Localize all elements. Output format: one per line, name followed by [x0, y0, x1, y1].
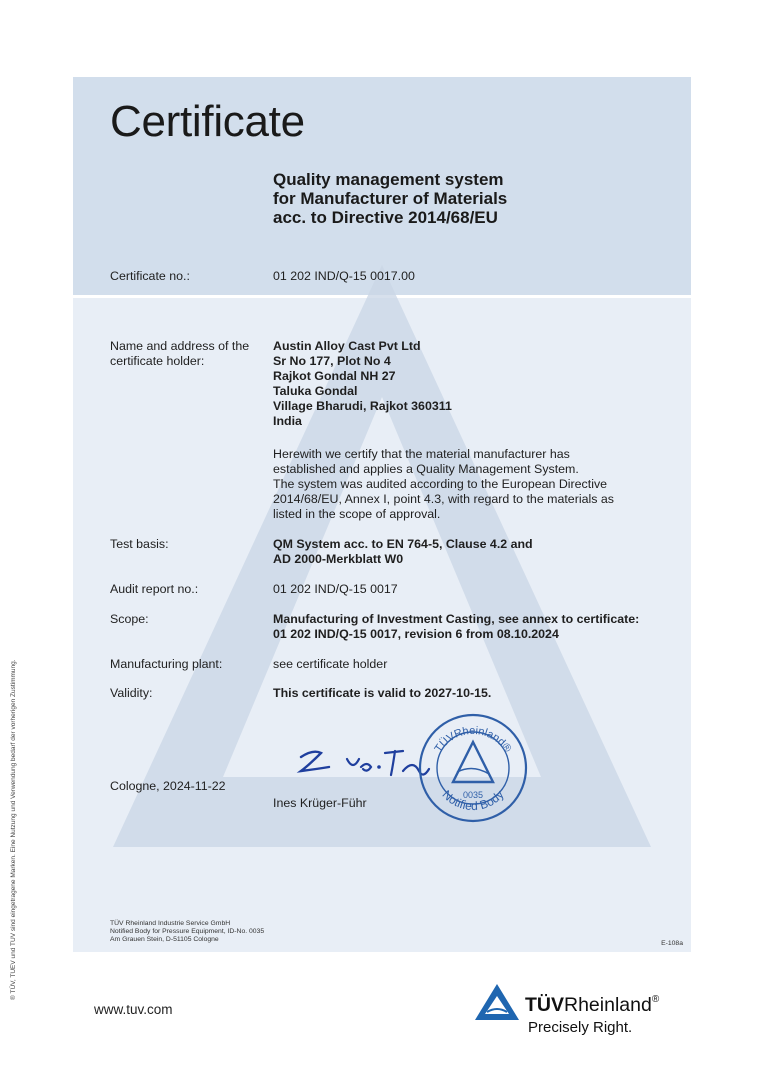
statement-line: Herewith we certify that the material manufacturer has: [273, 447, 570, 461]
scope-line: Manufacturing of Investment Casting, see annex to certificate:: [273, 612, 640, 626]
statement-line: 2014/68/EU, Annex I, point 4.3, with regard to the materials as: [273, 492, 614, 506]
issuer-line: TÜV Rheinland Industrie Service GmbH: [110, 920, 231, 927]
test-basis-line: AD 2000-Merkblatt W0: [273, 552, 404, 566]
cert-no-label: Certificate no.:: [110, 269, 190, 283]
validity-value: This certificate is valid to 2027-10-15.: [273, 686, 492, 700]
signatory-name: Ines Krüger-Führ: [273, 796, 367, 810]
subtitle-line: acc. to Directive 2014/68/EU: [273, 208, 498, 227]
holder-label: [110, 339, 249, 369]
certificate-subtitle: [273, 170, 507, 227]
audit-report-value: 01 202 IND/Q-15 0017: [273, 582, 398, 596]
address-line: Rajkot Gondal NH 27: [273, 369, 396, 383]
address-line: Taluka Gondal: [273, 384, 358, 398]
cert-no-value: 01 202 IND/Q-15 0017.00: [273, 269, 415, 283]
brand-name-bold: TÜV: [525, 994, 564, 1016]
statement-line: established and applies a Quality Management System.: [273, 462, 579, 476]
certification-statement: [273, 447, 614, 522]
issuer-line: Notified Body for Pressure Equipment, ID-No. 0035: [110, 928, 265, 935]
address-line: Village Bharudi, Rajkot 360311: [273, 399, 452, 413]
validity-label: Validity:: [110, 686, 153, 700]
issuer-line: Am Grauen Stein, D-51105 Cologne: [110, 936, 219, 943]
address-line: Sr No 177, Plot No 4: [273, 354, 391, 368]
tuv-rheinland-logo: [473, 982, 660, 1036]
holder-name: Austin Alloy Cast Pvt Ltd: [273, 339, 421, 353]
audit-report-label: Audit report no.:: [110, 582, 199, 596]
form-reference: E-108a: [661, 940, 683, 947]
holder-label-line: Name and address of the: [110, 339, 250, 353]
scope-line: 01 202 IND/Q-15 0017, revision 6 from 08.10.2024: [273, 627, 559, 641]
plant-value: see certificate holder: [273, 657, 388, 671]
holder-address: [273, 339, 452, 429]
holder-label-line: certificate holder:: [110, 354, 205, 368]
notified-body-stamp-icon: [417, 712, 529, 824]
stamp-bottom-text: Notified Body: [439, 787, 507, 814]
certificate-sheet: [73, 77, 691, 952]
brand-registered-mark: ®: [651, 994, 660, 1005]
statement-line: listed in the scope of approval.: [273, 507, 441, 521]
signature-icon: [295, 739, 435, 789]
website-link[interactable]: www.tuv.com: [94, 1002, 173, 1017]
test-basis-value: [273, 537, 533, 567]
statement-line: The system was audited according to the European Directive: [273, 477, 608, 491]
brand-name: [525, 994, 659, 1017]
test-basis-label: Test basis:: [110, 537, 169, 551]
brand-name-rest: Rheinland: [564, 994, 652, 1016]
tuv-triangle-icon: [473, 982, 521, 1022]
plant-label: Manufacturing plant:: [110, 657, 223, 671]
brand-slogan: Precisely Right.: [528, 1019, 633, 1036]
stamp-number: 0035: [462, 790, 484, 800]
subtitle-line: Quality management system: [273, 170, 504, 189]
address-country: India: [273, 414, 302, 428]
stamp-top-text: TÜVRheinland®: [432, 724, 514, 755]
place-date: Cologne, 2024-11-22: [110, 779, 226, 793]
trademark-note: ® TÜV, TUEV und TUV sind eingetragene Marken. Eine Nutzung und Verwendung bedarf der vorherigen Zustimmung.: [10, 659, 17, 1000]
test-basis-line: QM System acc. to EN 764-5, Clause 4.2 and: [273, 537, 533, 551]
subtitle-line: for Manufacturer of Materials: [273, 189, 508, 208]
scope-label: Scope:: [110, 612, 149, 626]
issuer-details: [110, 920, 264, 944]
scope-value: [273, 612, 639, 642]
certificate-title: Certificate: [110, 97, 305, 146]
